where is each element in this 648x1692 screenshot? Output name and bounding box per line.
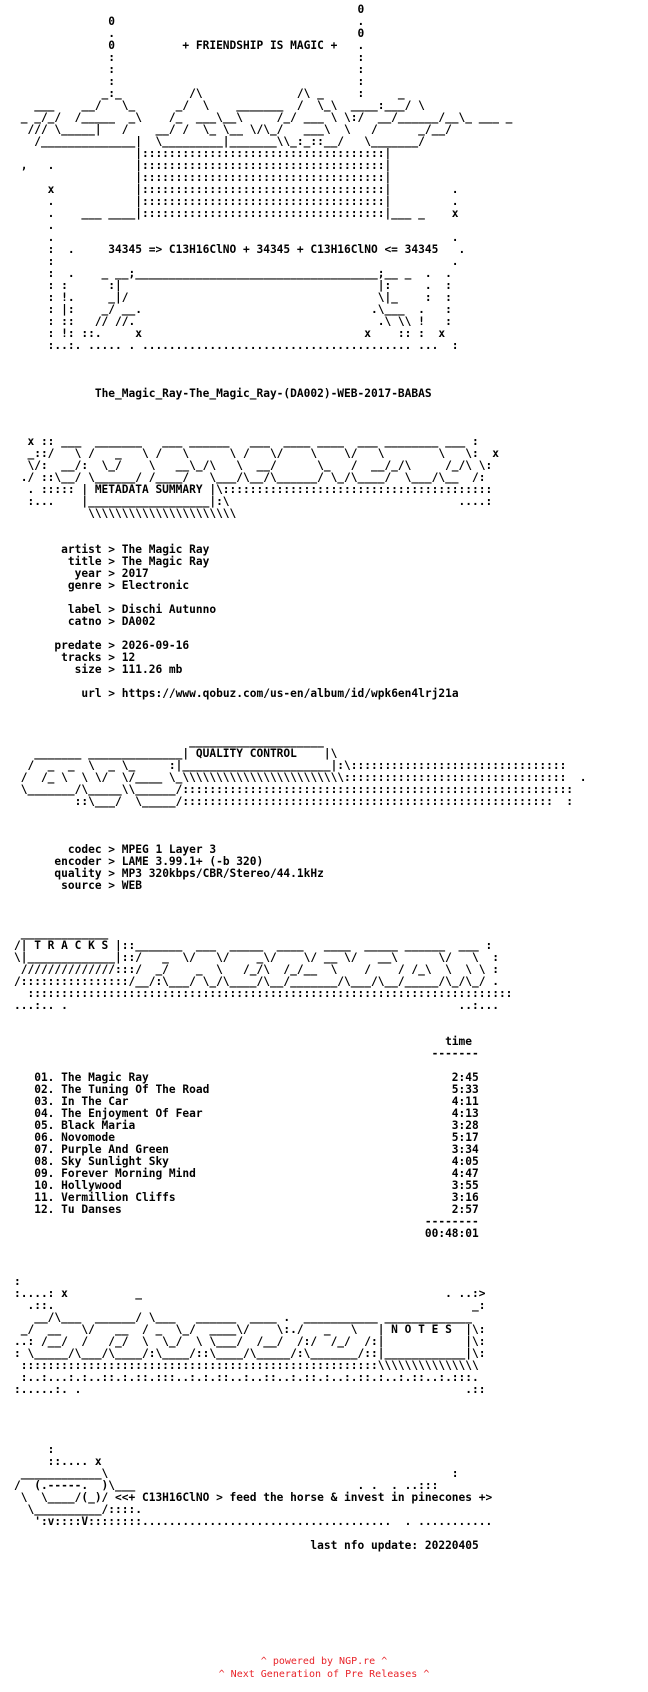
last-update xyxy=(14,1540,634,1552)
release-name xyxy=(14,388,634,400)
time-header: time xyxy=(14,1035,473,1048)
meta-row: title > The Magic Ray xyxy=(47,555,210,568)
tracks-banner: _____________ /| T R A C K S |::_______ ___ _____ ____ ____ _____ ______ ___ : \|_____________|::/ _ \/ \/ _\/ \/ __ \/ __\ \/ \ : //////////////:::/ _/ _ \ /_/\ /_/__ \ / / /_\ \ \ \ : /::::::::::::::::/__/:\___/ \_/\____/\__/_______/\___/\__/_____/\_/\_/ . :::::::::::::::::::::::::::::::::::::::::::::::::::::::::::::::::::::::: ...:.. . ..:... xyxy=(14,927,513,1012)
time-rule: ------- xyxy=(14,1047,479,1060)
footer xyxy=(0,1655,648,1681)
tracklist xyxy=(14,1036,634,1240)
meta-row: year > 2017 xyxy=(47,567,149,580)
track-row: 02. The Tuning Of The Road 5:33 xyxy=(14,1083,479,1096)
track-row: 09. Forever Morning Mind 4:47 xyxy=(14,1167,479,1180)
nfo-document xyxy=(14,4,634,1552)
track-row: 10. Hollywood 3:55 xyxy=(14,1179,479,1192)
total-time: 00:48:01 xyxy=(14,1227,479,1240)
metadata-banner: x :: ___ _______ ___ ______ ___ ____ ____ ___ ________ ___ : _::/ \ / _ \ / \ \ / \/ \ \/ \ \ \: x \/: __/: \_/ \ __\_/\ \ __/ \_ / __/_/\ /_/\ \: ./ ::\__/ \______/ /____/ \___/\__/\______/ \_/\____/ \___/\__ /: . ::::: | METADATA SUMMARY |\:::::::::::::::::::::::::::::::::::::::: :... |__________________|:\ ....: \\\\\\\\\\\\\\\\\\\\\\ xyxy=(20,435,499,520)
quality-row: source > WEB xyxy=(47,879,142,892)
notes-banner: : :....: x _ . ..:> .::. _: __/\___ ______/ \___ ______ ____ . ___________ _____________ _/ __ \/ __ / _ \_/ ____\/ \:./ _ \ | N O T E S |\: ..: /__/ / /_/ \ \_/ \ \___/ /__/ /:/ /_/ /:| |\: : \_____/\___/\____/:\____/::\____/\_____/:\_______/::|____________|\: :::::::::::::::::::::::::::::::::::::::::::::::::::::\\\\\\\\\\\\\\\ :..:...:.:..::.:.::.:::..:.:.::..:..::..:.::.:..:.::.:..:.::..:.:::. :.....:. . .:: xyxy=(14,1275,486,1396)
meta-row: genre > Electronic xyxy=(47,579,190,592)
track-row: 11. Vermillion Cliffs 3:16 xyxy=(14,1191,479,1204)
quality-row: quality > MP3 320kbps/CBR/Stereo/44.1kHz xyxy=(47,867,324,880)
quality-banner: ____________________ _______ ______________| QUALITY CONTROL |\ / _ _ \ _ \_ :|______________________|:\:::::::::::::::::::::::::::::::: / /_ \ \ \/ \/____ \_\\\\\\\\\\\\\\\\\\\\\\\\::::::::::::::::::::::::::::::::: . \_______/\_____\\______/:::::::::::::::::::::::::::::::::::::::::::::::::::::::::: ::\___/ \_____/::::::::::::::::::::::::::::::::::::::::::::::::::::::: : xyxy=(20,735,587,808)
footer-powered-by[interactable]: ^ powered by NGP.re ^ xyxy=(260,1656,388,1667)
track-row: 12. Tu Danses 2:57 xyxy=(14,1203,479,1216)
meta-row-url: url > https://www.qobuz.com/us-en/album/id/wpk6en4lrj21a xyxy=(47,687,459,700)
meta-row: artist > The Magic Ray xyxy=(47,543,210,556)
track-row: 07. Purple And Green 3:34 xyxy=(14,1143,479,1156)
meta-row: catno > DA002 xyxy=(47,615,156,628)
track-row: 05. Black Maria 3:28 xyxy=(14,1119,479,1132)
track-row: 06. Novomode 5:17 xyxy=(14,1131,479,1144)
track-row: 04. The Enjoyment Of Fear 4:13 xyxy=(14,1107,479,1120)
track-row: 01. The Magic Ray 2:45 xyxy=(14,1071,479,1084)
url-link[interactable]: https://www.qobuz.com/us-en/album/id/wpk6en4lrj21a xyxy=(121,687,459,700)
closing-art: : ::.... x ____________\ : / (.-----. )\___ . . . ..::: \ \____/(_)/ <<+ C13H16ClNO > feed the horse & invest in pinecones +> \__________/::::. ':v::::V::::::::..................................... . ........... xyxy=(14,1443,493,1528)
track-row: 03. In The Car 4:11 xyxy=(14,1095,479,1108)
header-art: 0 0 . . 0 0 + FRIENDSHIP IS MAGIC + . : : : : : : _:_ /\ /\ _ : _ ___ __/ \_ _/ \ _______ / \_\ ____:___/ \ _ _/_/ /_____ _\ /_ ___\__\ /_/ ___ \ \:/ __/______/__\_ ___ _ /// \_____| / __/ / \_ \__ \/\_/ ___\ \ / _/__/ /______________| \_________|_______\\_:_::__/ \_______/ |::::::::::::::::::::::::::::::::::::| , . |::::::::::::::::::::::::::::::::::::| |::::::::::::::::::::::::::::::::::::| x |::::::::::::::::::::::::::::::::::::| . . |::::::::::::::::::::::::::::::::::::| . . ___ ____|::::::::::::::::::::::::::::::::::::|___ _ x . . . : . 34345 => C13H16ClNO + 34345 + C13H16ClNO <= 34345 . : . : . _ __;____________________________________;__ _ . . : : :| |: . : : !. _|/ \|_ : : : |: _/ __. .\___ . : : :: // //. .\ \\ ! : : !: ::. x x :: : x :..:. ..... . ........................................ ... : xyxy=(20,3,513,352)
track-row: 08. Sky Sunlight Sky 4:05 xyxy=(14,1155,479,1168)
meta-row: predate > 2026-09-16 xyxy=(47,639,190,652)
metadata-list xyxy=(14,544,634,700)
footer-tagline: ^ Next Generation of Pre Releases ^ xyxy=(218,1669,430,1680)
meta-row: tracks > 12 xyxy=(47,651,136,664)
quality-row: encoder > LAME 3.99.1+ (-b 320) xyxy=(47,855,264,868)
meta-row: label > Dischi Autunno xyxy=(47,603,217,616)
quality-row: codec > MPEG 1 Layer 3 xyxy=(47,843,217,856)
last-update-text: last nfo update: 20220405 xyxy=(14,1539,479,1552)
meta-row: size > 111.26 mb xyxy=(47,663,183,676)
release-name-text: The_Magic_Ray-The_Magic_Ray-(DA002)-WEB-2017-BABAS xyxy=(94,387,432,400)
total-rule: -------- xyxy=(14,1215,479,1228)
quality-list xyxy=(14,844,634,892)
